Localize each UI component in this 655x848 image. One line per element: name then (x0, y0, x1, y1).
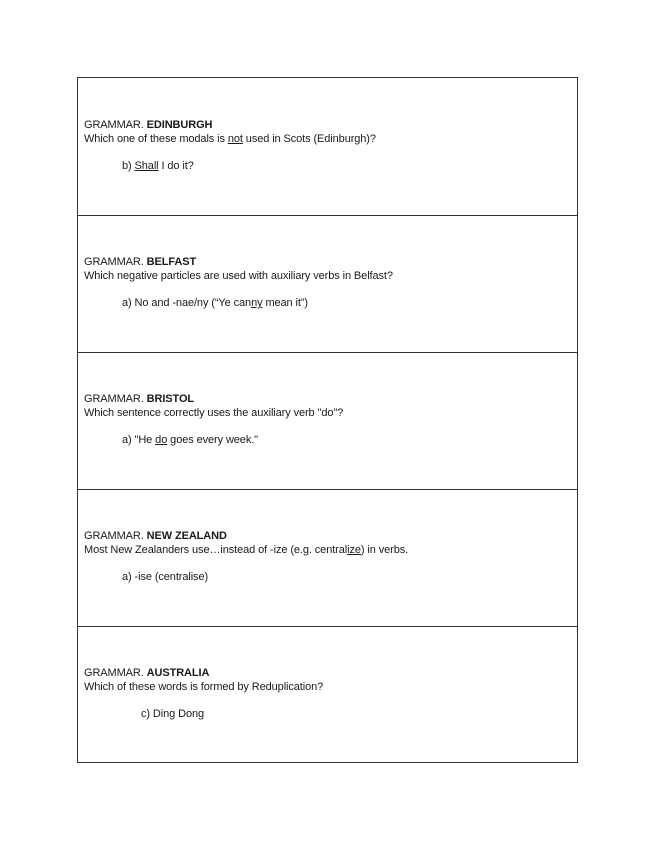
question-text-end: ) in verbs. (360, 544, 409, 556)
question-text: Which sentence correctly uses the auxiliary verb "do"? (84, 407, 344, 419)
card-question (84, 681, 323, 693)
answer-text: a) "He (122, 434, 156, 446)
heading-region: EDINBURGH (146, 119, 213, 131)
quiz-card-bristol (78, 353, 577, 490)
card-heading (84, 667, 209, 679)
heading-prefix: GRAMMAR. (84, 256, 147, 268)
card-answer (122, 571, 208, 583)
card-question (84, 133, 376, 145)
card-heading (84, 119, 212, 131)
card-question (84, 544, 408, 556)
heading-region: BELFAST (146, 256, 197, 268)
answer-underlined: do (155, 434, 168, 446)
heading-prefix: GRAMMAR. (84, 530, 147, 542)
card-answer (122, 434, 258, 446)
answer-text-end: mean it”) (262, 297, 308, 309)
card-answer (122, 160, 194, 172)
card-heading (84, 393, 194, 405)
heading-prefix: GRAMMAR. (84, 393, 147, 405)
question-text: Most New Zealanders use…instead of -ize (e.g. central (84, 544, 348, 556)
heading-prefix: GRAMMAR. (84, 667, 147, 679)
card-question (84, 407, 343, 419)
answer-text: c) Ding Dong (141, 708, 204, 720)
question-underlined: not (227, 133, 243, 145)
card-answer (122, 297, 308, 309)
card-answer (141, 708, 204, 720)
card-heading (84, 256, 196, 268)
card-question (84, 270, 393, 282)
question-text: Which one of these modals is (84, 133, 228, 145)
answer-underlined: Shall (134, 160, 159, 172)
answer-underlined: ny (251, 297, 263, 309)
quiz-card-australia (78, 627, 577, 764)
answer-text-end: I do it? (158, 160, 194, 172)
answer-text: b) (122, 160, 135, 172)
card-heading (84, 530, 227, 542)
quiz-card-new-zealand (78, 490, 577, 627)
quiz-card-edinburgh (78, 78, 577, 215)
heading-region: BRISTOL (146, 393, 195, 405)
heading-region: NEW ZEALAND (146, 530, 227, 542)
quiz-card-belfast (78, 216, 577, 353)
question-text-end: used in Scots (Edinburgh)? (242, 133, 376, 145)
question-underlined: ize (347, 544, 361, 556)
answer-text: a) No and -nae/ny (“Ye can (122, 297, 252, 309)
answer-text: a) -ise (centralise) (122, 571, 209, 583)
question-text: Which negative particles are used with auxiliary verbs in Belfast? (84, 270, 393, 282)
heading-prefix: GRAMMAR. (84, 119, 147, 131)
quiz-sheet (77, 77, 578, 763)
question-text: Which of these words is formed by Reduplication? (84, 681, 324, 693)
heading-region: AUSTRALIA (146, 667, 210, 679)
answer-text-end: goes every week." (167, 434, 258, 446)
